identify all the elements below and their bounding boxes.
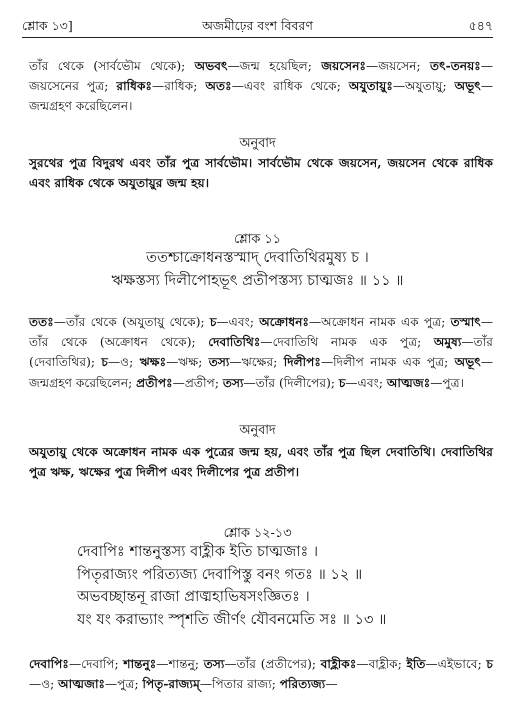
synonym-meaning: —দিলীপ নামক এক পুত্র;	[320, 355, 455, 370]
synonym-meaning: —দেবাতিথি নামক এক পুত্র;	[260, 335, 434, 350]
synonym-meaning: —রাধিক;	[152, 79, 206, 94]
synonym-meaning: —তাঁর (প্রতীপের);	[224, 657, 321, 671]
synonym-word: পিতৃ-রাজ্যম্	[142, 677, 200, 692]
synonym-word: তস্য	[203, 657, 225, 671]
synonym-word: অতঃ	[205, 79, 232, 94]
synonym-word: দিলীপঃ	[283, 355, 321, 370]
synonym-meaning: —এবং;	[345, 375, 387, 390]
running-header	[22, 18, 493, 36]
synonym-word: প্রতীপঃ	[136, 375, 173, 390]
synonym-meaning: —	[325, 677, 338, 692]
synonym-meaning: —অক্রোধন নামক এক পুত্র;	[308, 315, 451, 329]
synonym-meaning: —ঋক্ষের;	[229, 355, 284, 370]
synonym-word: জয়সেনঃ	[321, 59, 366, 73]
synonym-meaning: —জন্মগ্রহণ করেছিলেন;	[29, 355, 493, 390]
translation-heading-2: অনুবাদ	[239, 423, 276, 438]
synonym-word: ঋক্ষঃ	[139, 355, 167, 370]
header-verse-ref: শ্লোক ১৩]	[22, 18, 73, 33]
synonym-meaning: —বাহ্লীক;	[356, 657, 407, 671]
synonym-word: অমুষ্য	[433, 335, 462, 350]
synonym-meaning: —শান্তনু;	[156, 657, 204, 671]
verse-line: অভবচ্ছান্তনূ রাজা প্রাঙ্মহাভিষসংজ্ঞিতঃ ।	[77, 588, 310, 605]
synonym-word: অভবৎ	[194, 59, 228, 73]
synonym-word: চ	[486, 657, 493, 671]
synonym-word: পরিত্যজ্য	[279, 677, 326, 692]
synonym-word: অযুতায়ুঃ	[348, 79, 393, 94]
synonym-meaning: —পুত্র।	[430, 375, 465, 390]
synonym-meaning: —জয়সেনের পুত্র;	[29, 59, 493, 94]
synonym-meaning: —তাঁর থেকে (অক্রোধন থেকে);	[29, 315, 493, 350]
verse-12-13-text	[77, 541, 495, 631]
synonym-meaning: —তাঁর (দেবাতিথির);	[29, 335, 493, 370]
synonym-word: অভূৎ	[454, 355, 481, 370]
synonym-word: তস্য	[208, 355, 230, 370]
synonym-meaning: —দেবাপি;	[68, 657, 124, 671]
synonyms-11	[29, 312, 493, 393]
verse-line: ততশ্চাক্রোধনস্তস্মাদ্ দেবাতিথিরমুষ্য চ ।	[146, 249, 369, 266]
verse-line: যং যং করাভ্যাং স্পৃশতি জীর্ণং যৌবনমেতি সঃ ॥ ১৩ ॥	[77, 610, 387, 628]
header-rule	[22, 37, 493, 38]
synonyms-top	[29, 56, 493, 117]
synonym-word: তৎ-তনয়ঃ	[429, 59, 481, 73]
synonym-meaning: —পিতার রাজ্য;	[199, 677, 280, 692]
synonym-meaning: —অযুতায়ু;	[392, 79, 455, 94]
synonym-meaning: —জন্মগ্রহণ করেছিলেন।	[29, 79, 493, 114]
synonym-meaning: —জন্ম হয়েছিল;	[227, 59, 322, 73]
synonym-word: তস্য	[222, 375, 244, 390]
verse-12-13-heading: শ্লোক ১২-১৩	[223, 526, 292, 541]
synonym-meaning: —ও;	[107, 355, 140, 370]
synonym-word: তস্মাৎ	[450, 315, 481, 329]
synonym-word: ইতি	[406, 657, 426, 671]
synonym-word: দেবাপিঃ	[29, 657, 69, 671]
synonym-word: দেবাতিথিঃ	[208, 335, 261, 350]
synonym-word: আত্মজাঃ	[58, 677, 106, 692]
header-chapter-title: অজমীঢ়ের বংশ বিবরণ	[202, 18, 313, 33]
synonym-word: বাহ্লীকঃ	[320, 657, 357, 671]
synonym-meaning: —জয়সেন;	[366, 59, 430, 73]
synonyms-12-13	[29, 654, 493, 694]
synonym-word: চ	[101, 355, 108, 370]
page-number: ৫৪৭	[468, 18, 493, 33]
synonym-word: অভূৎ	[454, 79, 481, 94]
synonym-word: চ	[338, 375, 346, 390]
synonym-word: শান্তনুঃ	[123, 657, 157, 671]
synonym-meaning: —তাঁর (দিলীপের);	[243, 375, 339, 390]
synonym-meaning: তাঁর থেকে (সার্বভৌম থেকে);	[29, 59, 195, 73]
synonym-word: ততঃ	[29, 315, 54, 329]
synonym-word: অক্রোধনঃ	[259, 315, 309, 329]
translation-text-2: অযুতায়ু থেকে অক্রোধন নামক এক পুত্রের জন্ম হয়, এবং তাঁর পুত্র ছিল দেবাতিথি। দেবাতিথির পুত্র ঋক্ষ, ঋক্ষের পুত্র দিলীপ এবং দিলীপের পুত্র প্রতীপ।	[29, 445, 493, 480]
synonym-word: রাধিকঃ	[116, 79, 153, 94]
synonym-meaning: —প্রতীপ;	[172, 375, 223, 390]
verse-line: ঋক্ষস্তস্য দিলীপোহভূৎ প্রতীপস্তস্য চাত্মজঃ ॥ ১১ ॥	[111, 271, 404, 289]
synonym-meaning: —ঋক্ষ;	[166, 355, 209, 370]
synonym-meaning: —ও;	[29, 677, 59, 692]
synonym-meaning: —তাঁর থেকে (অযুতায়ু থেকে);	[53, 315, 210, 329]
synonym-word: চ	[209, 315, 217, 329]
verse-line: পিতৃরাজ্যং পরিত্যজ্য দেবাপিস্তু বনং গতঃ ॥ ১২ ॥	[77, 565, 363, 583]
verse-11-heading: শ্লোক ১১	[234, 232, 281, 247]
verse-11-text	[0, 247, 515, 292]
synonym-meaning: —এবং রাধিক থেকে;	[231, 79, 349, 94]
translation-heading-1: অনুবাদ	[239, 136, 276, 151]
synonym-meaning: —এইভাবে;	[425, 657, 487, 671]
verse-line: দেবাপিঃ শান্তনুস্তস্য বাহ্লীক ইতি চাত্মজাঃ ।	[77, 543, 319, 560]
synonym-meaning: —এবং;	[216, 315, 260, 329]
translation-text-1: সুরথের পুত্র বিদুরথ এবং তাঁর পুত্র সার্বভৌম। সার্বভৌম থেকে জয়সেন, জয়সেন থেকে রাধিক এবং রাধিক থেকে অযুতায়ুর জন্ম হয়।	[29, 156, 493, 191]
synonym-meaning: —পুত্র;	[105, 677, 143, 692]
synonym-word: আত্মজঃ	[386, 375, 431, 390]
